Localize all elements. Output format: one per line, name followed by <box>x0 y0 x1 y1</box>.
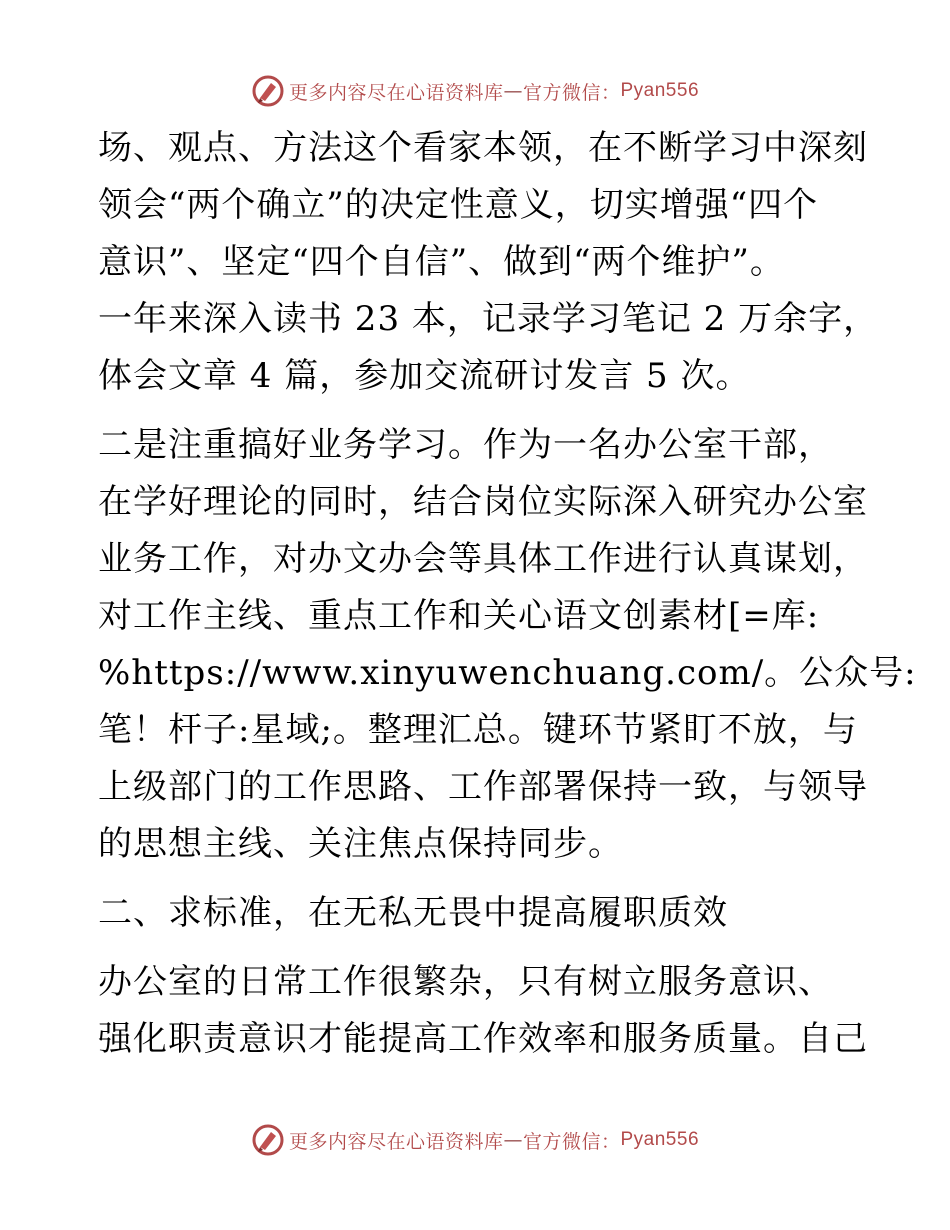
watermark-separator: — <box>503 80 523 102</box>
watermark-wechat-label: 官方微信： <box>522 81 621 104</box>
text-line: 强化职责意识才能提高工作效率和服务质量。自己 <box>98 1019 868 1059</box>
text-line: 场、观点、方法这个看家本领，在不断学习中深刻 <box>98 128 868 168</box>
text-line: 上级部门的工作思路、工作部署保持一致，与领导 <box>98 767 868 807</box>
text-line: 领会“两个确立”的决定性意义，切实增强“四个 <box>98 185 819 225</box>
paragraph-gap <box>98 942 858 954</box>
text-line: 体会文章 4 篇，参加交流研讨发言 5 次。 <box>98 356 751 396</box>
text-line: 对工作主线、重点工作和关心语文创素材[=库: <box>98 596 820 636</box>
text-line: 一年来深入读书 23 本，记录学习笔记 2 万余字， <box>98 299 879 339</box>
header-watermark <box>0 71 950 111</box>
document-body <box>98 120 917 1068</box>
text-line: 的思想主线、关注焦点保持同步。 <box>98 824 623 864</box>
paragraph <box>98 417 917 873</box>
text-line: 在学好理论的同时，结合岗位实际深入研究办公室 <box>98 482 868 522</box>
text-line: 笔！杆子:星域;。整理汇总。键环节紧盯不放，与 <box>98 710 858 750</box>
text-line: 意识”、坚定“四个自信”、做到“两个维护”。 <box>98 242 785 282</box>
watermark-wechat-label: 官方微信： <box>522 1130 621 1153</box>
watermark-wechat-id: Pyan556 <box>620 80 700 101</box>
paragraph-gap <box>98 873 858 885</box>
watermark-wechat-id: Pyan556 <box>620 1129 700 1150</box>
text-line: %https://www.xinyuwenchuang.com/。公众号: <box>98 653 917 693</box>
watermark-site-text: 更多内容尽在心语资料库 <box>288 1130 504 1153</box>
paragraph <box>98 954 868 1068</box>
watermark-site-text: 更多内容尽在心语资料库 <box>288 81 504 104</box>
paragraph <box>98 120 879 405</box>
logo-icon <box>251 1123 285 1157</box>
paragraph-gap <box>98 405 858 417</box>
text-line: 办公室的日常工作很繁杂，只有树立服务意识、 <box>98 962 833 1002</box>
text-line: 二是注重搞好业务学习。作为一名办公室干部， <box>98 425 833 465</box>
logo-icon <box>251 74 285 108</box>
text-line: 二、求标准，在无私无畏中提高履职质效 <box>98 893 728 933</box>
footer-watermark <box>0 1120 950 1160</box>
paragraph <box>98 885 858 942</box>
watermark-separator: — <box>503 1129 523 1151</box>
text-line: 业务工作，对办文办会等具体工作进行认真谋划， <box>98 539 868 579</box>
